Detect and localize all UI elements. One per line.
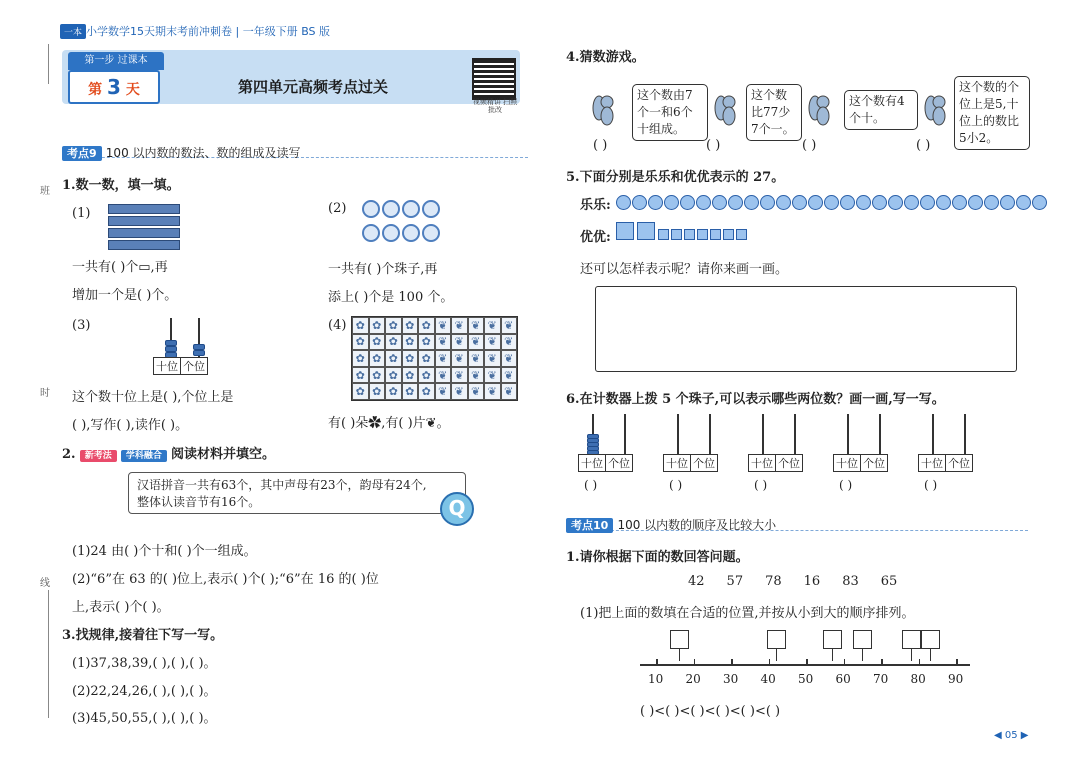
counter-circle [920, 195, 935, 210]
flower-icon: ✿ [352, 383, 369, 400]
side-label-line: 线 [40, 578, 50, 589]
leaf-icon: ❦ [468, 383, 485, 400]
tens-label: 十位 [921, 457, 943, 470]
margin-line [48, 44, 49, 84]
answer-blank[interactable]: ( ) [839, 478, 853, 492]
side-label-time: 时 [40, 388, 50, 399]
flower-icon: ✿ [418, 383, 435, 400]
abacus-beads [193, 344, 205, 356]
given-number: 42 [688, 574, 705, 589]
tick-label: 10 [648, 672, 664, 686]
axis-tick [694, 659, 696, 665]
answer-blank[interactable]: ( ) [754, 478, 768, 492]
counter-circle [712, 195, 727, 210]
tens-label: 十位 [751, 457, 773, 470]
day-prefix: 第 [88, 82, 103, 98]
abacus-base [748, 454, 803, 472]
ones-label: 个位 [180, 358, 207, 374]
abacus-base [578, 454, 633, 472]
question-title: 3.找规律,接着往下写一写。 [62, 628, 224, 643]
answer-blank[interactable]: ( ) [924, 478, 938, 492]
margin-line [48, 590, 49, 718]
answer-blank[interactable]: ( ) [802, 138, 817, 153]
abacus-rod [964, 414, 966, 454]
section-tag: 考点10 [566, 518, 613, 533]
answer-blank[interactable]: ( ) [916, 138, 931, 153]
answer-box[interactable] [767, 630, 786, 649]
ten-square [637, 222, 655, 240]
abacus-rod [847, 414, 849, 454]
abacus-counter[interactable] [663, 414, 725, 494]
answer-box[interactable] [823, 630, 842, 649]
section-tag: 考点9 [62, 146, 102, 161]
brand-logo: 一本 [60, 24, 86, 39]
flower-icon: ✿ [352, 367, 369, 384]
question-text: 还可以怎样表示呢？请你来画一画。 [580, 262, 789, 277]
qr-code-icon[interactable] [472, 58, 516, 100]
question-text: 上,表示( )个( )。 [72, 600, 170, 615]
flower-icon: ✿ [369, 383, 386, 400]
axis-tick [956, 659, 958, 665]
counter-circle [664, 195, 679, 210]
section-title: 100 以内数的顺序及比较大小 [617, 518, 777, 532]
abacus-counter[interactable] [833, 414, 895, 494]
leaf-icon: ❦ [501, 317, 518, 334]
section-title: 100 以内数的数法、数的组成及读写 [105, 146, 301, 160]
given-number: 78 [765, 574, 782, 589]
day-number: 3 [107, 75, 121, 99]
compare-blanks[interactable]: ( )<( )<( )<( )<( )<( ) [640, 704, 781, 719]
page-title: 第四单元高频考点过关 [237, 78, 388, 96]
tick-label: 40 [760, 672, 776, 686]
axis-tick [731, 659, 733, 665]
squirrel-icon [592, 92, 614, 126]
given-number: 83 [842, 574, 859, 589]
leaf-icon: ❦ [501, 383, 518, 400]
flower-icon: ✿ [418, 334, 435, 351]
flower-icon: ✿ [402, 383, 419, 400]
sequence-item: (1)37,38,39,( ),( ),( )。 [72, 656, 217, 671]
abacus-counter[interactable] [748, 414, 810, 494]
answer-box[interactable] [670, 630, 689, 649]
youyou-label: 优优: [580, 230, 611, 245]
flower-icon: ✿ [402, 317, 419, 334]
bead-rings-figure [362, 200, 442, 242]
counter-circle [952, 195, 967, 210]
question-title: 6.在计数器上拨 5 个珠子,可以表示哪些两位数？画一画,写一写。 [566, 392, 945, 407]
abacus-counter[interactable] [578, 414, 640, 494]
answer-box[interactable] [853, 630, 872, 649]
flower-icon: ✿ [418, 350, 435, 367]
abacus-base [153, 357, 208, 375]
counter-circle [840, 195, 855, 210]
question-text: (1)把上面的数填在合适的位置,并按从小到大的顺序排列。 [580, 606, 915, 621]
answer-blank[interactable]: ( ) [669, 478, 683, 492]
mascot-q-icon: Q [440, 492, 474, 526]
counter-circle [888, 195, 903, 210]
tens-label: 十位 [156, 360, 178, 373]
clue-bubble: 这个数由7个一和6个十组成。 [632, 84, 708, 141]
leaf-icon: ❦ [435, 334, 452, 351]
ten-bars-figure [108, 204, 180, 250]
squirrel-icon [808, 92, 830, 126]
pointer-arrow [930, 649, 931, 661]
flower-icon: ✿ [369, 334, 386, 351]
qr-caption: 视频精讲 扫照批改 [472, 98, 518, 114]
leaf-icon: ❦ [451, 383, 468, 400]
abacus-rod [762, 414, 764, 454]
day-suffix: 天 [125, 82, 140, 98]
counter-circle [824, 195, 839, 210]
pointer-arrow [862, 649, 863, 661]
flower-icon: ✿ [369, 350, 386, 367]
tick-label: 60 [835, 672, 851, 686]
leaf-icon: ❦ [484, 367, 501, 384]
youyou-squares [616, 222, 749, 240]
flower-icon: ✿ [352, 350, 369, 367]
squirrel-icon [714, 92, 736, 126]
abacus-beads [165, 340, 177, 358]
flower-icon: ✿ [385, 350, 402, 367]
counter-circle [632, 195, 647, 210]
leaf-icon: ❦ [435, 383, 452, 400]
given-number: 16 [803, 574, 821, 589]
question-title: 5.下面分别是乐乐和优优表示的 27。 [566, 170, 785, 185]
flower-icon: ✿ [369, 317, 386, 334]
counter-circle [744, 195, 759, 210]
abacus-rod [624, 414, 626, 454]
counters-row [578, 414, 978, 494]
sequence-item: (3)45,50,55,( ),( ),( )。 [72, 711, 217, 726]
ten-square [616, 222, 634, 240]
leaf-icon: ❦ [468, 350, 485, 367]
counter-circle [680, 195, 695, 210]
abacus-rod [677, 414, 679, 454]
part-label: (1) [72, 206, 91, 221]
flower-icon: ✿ [352, 334, 369, 351]
leaf-icon: ❦ [451, 350, 468, 367]
tick-label: 20 [685, 672, 701, 686]
clue-bubble: 这个数的个位上是5,十位上的数比5小2。 [954, 76, 1030, 150]
answer-box[interactable] [921, 630, 940, 649]
question-text: 一共有( )个珠子,再 [328, 262, 438, 277]
clue-bubble: 这个数有4个十。 [844, 90, 918, 130]
drawing-answer-box[interactable] [595, 286, 1017, 372]
leaf-icon: ❦ [451, 367, 468, 384]
question-title: 1.请你根据下面的数回答问题。 [566, 550, 749, 565]
ones-label: 个位 [690, 455, 717, 471]
side-label-class: 班 [40, 186, 50, 197]
one-square [736, 229, 747, 240]
leaf-icon: ❦ [501, 350, 518, 367]
material-text: 整体认读音节有16个。 [137, 495, 261, 509]
flower-icon: ✿ [418, 367, 435, 384]
counter-circle [984, 195, 999, 210]
step-tab: 第一步 过课本 [68, 52, 164, 70]
flower-icon: ✿ [385, 334, 402, 351]
flower-icon: ✿ [385, 383, 402, 400]
tick-label: 90 [948, 672, 964, 686]
axis-tick [844, 659, 846, 665]
tick-label: 30 [723, 672, 739, 686]
clue-bubble: 这个数比77少7个一。 [746, 84, 802, 141]
question-title: 4.猜数游戏。 [566, 50, 645, 65]
question-text: 这个数十位上是( ),个位上是 [72, 390, 234, 405]
tens-label: 十位 [836, 457, 858, 470]
flower-icon: ✿ [385, 367, 402, 384]
part-label: (4) [328, 318, 347, 333]
counter-circle [760, 195, 775, 210]
flower-icon: ✿ [418, 317, 435, 334]
material-text: 汉语拼音一共有63个，其中声母有23个，韵母有24个, [137, 478, 427, 492]
counter-circle [1032, 195, 1047, 210]
answer-box[interactable] [902, 630, 921, 649]
ones-label: 个位 [605, 455, 632, 471]
page-number-value: 05 [1004, 730, 1018, 741]
abacus-rod [879, 414, 881, 454]
one-square [671, 229, 682, 240]
squirrel-icon [924, 92, 946, 126]
counter-circle [968, 195, 983, 210]
one-square [658, 229, 669, 240]
counter-circle [696, 195, 711, 210]
flower-leaf-grid [351, 316, 518, 401]
tick-label: 50 [798, 672, 814, 686]
flower-icon: ✿ [402, 350, 419, 367]
axis-tick [769, 659, 771, 665]
question-text: 添上( )个是 100 个。 [328, 290, 454, 305]
tick-label: 80 [910, 672, 926, 686]
part-label: (2) [328, 201, 347, 216]
lele-label: 乐乐: [580, 198, 611, 213]
leaf-icon: ❦ [435, 317, 452, 334]
flower-icon: ✿ [352, 317, 369, 334]
counter-circle [856, 195, 871, 210]
flower-icon: ✿ [402, 334, 419, 351]
counter-circle [728, 195, 743, 210]
flower-icon: ✿ [369, 367, 386, 384]
subject-tag: 学科融合 [121, 450, 167, 462]
counter-circle [648, 195, 663, 210]
series-title: 小学数学15天期末考前冲刺卷 | 一年级下册 BS 版 [86, 25, 331, 38]
ones-label: 个位 [945, 455, 972, 471]
flower-icon: ✿ [385, 317, 402, 334]
question-text: (2)“6”在 63 的( )位上,表示( )个( );“6”在 16 的( )位 [72, 572, 379, 587]
leaf-icon: ❦ [451, 317, 468, 334]
page-number: ◀ 05 ▶ [994, 730, 1029, 741]
lele-circles [616, 195, 1048, 214]
abacus-base [918, 454, 973, 472]
leaf-icon: ❦ [484, 334, 501, 351]
reading-material-box [128, 472, 466, 514]
leaf-icon: ❦ [484, 317, 501, 334]
part-label: (3) [72, 318, 91, 333]
tick-label: 70 [873, 672, 889, 686]
sequence-item: (2)22,24,26,( ),( ),( )。 [72, 684, 217, 699]
counter-circle [776, 195, 791, 210]
question-text: 增加一个是( )个。 [72, 288, 178, 303]
abacus-counter[interactable] [918, 414, 980, 494]
question-text: (1)24 由( )个十和( )个一组成。 [72, 544, 257, 559]
number-line [640, 626, 972, 696]
abacus-rod [794, 414, 796, 454]
leaf-icon: ❦ [435, 367, 452, 384]
answer-blank[interactable]: ( ) [706, 138, 721, 153]
answer-blank[interactable]: ( ) [584, 478, 598, 492]
one-square [723, 229, 734, 240]
axis-tick [806, 659, 808, 665]
ones-label: 个位 [775, 455, 802, 471]
question-number: 2. [62, 447, 76, 462]
leaf-icon: ❦ [468, 334, 485, 351]
axis-tick [881, 659, 883, 665]
section-heading-10 [566, 516, 776, 533]
leaf-icon: ❦ [501, 334, 518, 351]
answer-blank[interactable]: ( ) [593, 138, 608, 153]
one-square [697, 229, 708, 240]
pointer-arrow [911, 649, 912, 661]
tens-label: 十位 [581, 457, 603, 470]
question-text: 一共有( )个▭,再 [72, 260, 168, 275]
leaf-icon: ❦ [501, 367, 518, 384]
pointer-arrow [776, 649, 777, 661]
given-number: 57 [726, 574, 744, 589]
counter-circle [904, 195, 919, 210]
question-heading-2 [62, 443, 275, 462]
section-heading-9 [62, 144, 301, 161]
leaf-icon: ❦ [451, 334, 468, 351]
question-text: 有( )朵✿,有( )片❦。 [328, 416, 450, 431]
tens-label: 十位 [666, 457, 688, 470]
leaf-icon: ❦ [468, 317, 485, 334]
day-badge [68, 70, 160, 104]
pointer-arrow [832, 649, 833, 661]
given-number: 65 [880, 574, 898, 589]
question-title: 阅读材料并填空。 [171, 447, 276, 462]
counter-circle [1000, 195, 1015, 210]
counter-circle [1016, 195, 1031, 210]
axis-line [640, 664, 970, 666]
abacus-base [833, 454, 888, 472]
number-list [688, 574, 897, 589]
axis-tick [656, 659, 658, 665]
leaf-icon: ❦ [484, 383, 501, 400]
ones-label: 个位 [860, 455, 887, 471]
leaf-icon: ❦ [484, 350, 501, 367]
counter-circle [616, 195, 631, 210]
question-title: 1.数一数，填一填。 [62, 178, 180, 193]
one-square [684, 229, 695, 240]
question-text: ( ),写作( ),读作( )。 [72, 418, 189, 433]
abacus-rod [932, 414, 934, 454]
counter-circle [936, 195, 951, 210]
axis-tick [919, 659, 921, 665]
counter-circle [808, 195, 823, 210]
counter-circle [792, 195, 807, 210]
flower-icon: ✿ [402, 367, 419, 384]
one-square [710, 229, 721, 240]
counter-circle [872, 195, 887, 210]
abacus-rod [709, 414, 711, 454]
pointer-arrow [679, 649, 680, 661]
abacus-base [663, 454, 718, 472]
leaf-icon: ❦ [435, 350, 452, 367]
new-method-tag: 新考法 [80, 450, 117, 462]
leaf-icon: ❦ [468, 367, 485, 384]
